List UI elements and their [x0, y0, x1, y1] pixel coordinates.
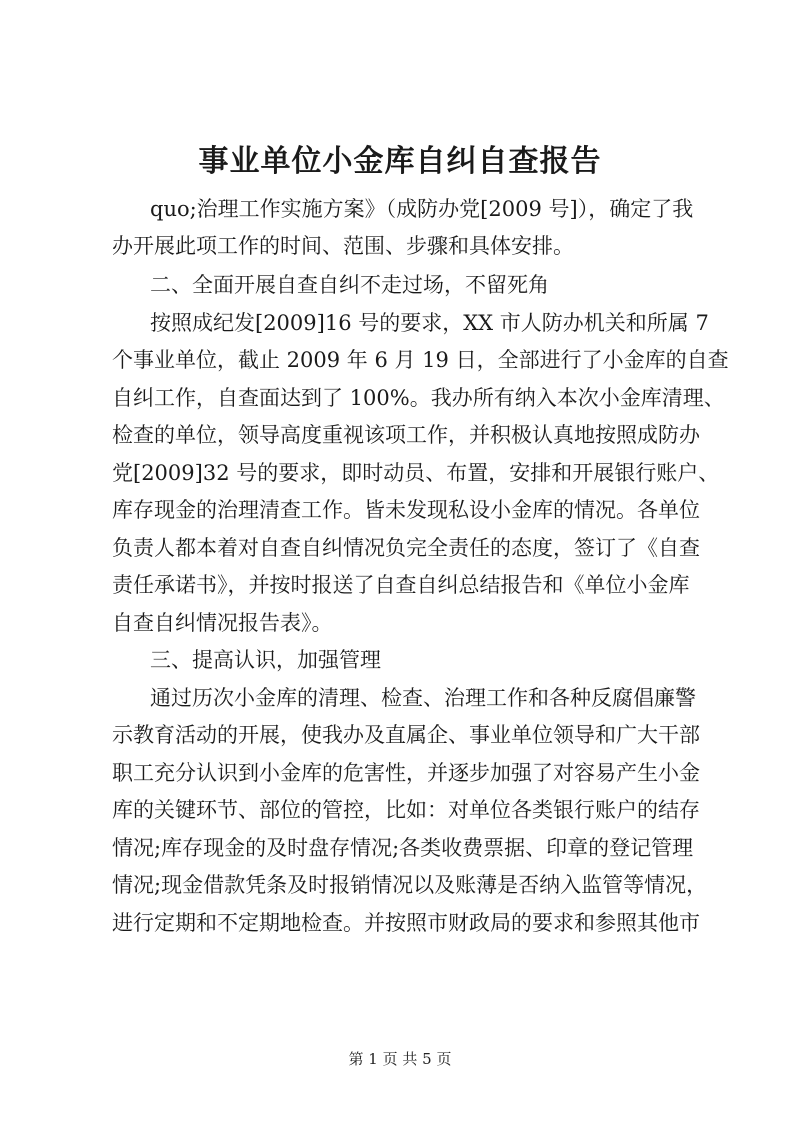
- paragraph-line: 职工充分认识到小金库的危害性，并逐步加强了对容易产生小金: [112, 761, 700, 785]
- page-footer: 第 1 页 共 5 页: [348, 1050, 452, 1068]
- paragraph-line: 自纠工作，自查面达到了 100%。我办所有纳入本次小金库清理、: [112, 386, 725, 410]
- paragraph-line: 库存现金的治理清查工作。皆未发现私设小金库的情况。各单位: [112, 498, 700, 522]
- paragraph-line: 库的关键环节、部位的管控，比如：对单位各类银行账户的结存: [112, 798, 700, 822]
- document-title: 事业单位小金库自纠自查报告: [198, 144, 602, 179]
- paragraph-line: 检查的单位，领导高度重视该项工作，并积极认真地按照成防办: [112, 423, 700, 447]
- paragraph-line: 进行定期和不定期地检查。并按照市财政局的要求和参照其他市: [112, 911, 700, 935]
- paragraph-line: 情况;现金借款凭条及时报销情况以及账薄是否纳入监管等情况，: [112, 873, 708, 897]
- section-heading: 三、提高认识，加强管理: [150, 648, 381, 672]
- paragraph-line: 通过历次小金库的清理、检查、治理工作和各种反腐倡廉警: [150, 686, 696, 710]
- paragraph-line: 按照成纪发[2009]16 号的要求，XX 市人防办机关和所属 7: [150, 311, 709, 335]
- paragraph-line: 党[2009]32 号的要求，即时动员、布置，安排和开展银行账户、: [112, 461, 720, 485]
- paragraph-line: 情况;库存现金的及时盘存情况;各类收费票据、印章的登记管理: [112, 836, 694, 860]
- paragraph-line: 自查自纠情况报告表》。: [112, 611, 333, 635]
- paragraph-line: 示教育活动的开展，使我办及直属企、事业单位领导和广大干部: [112, 723, 700, 747]
- paragraph-line: 办开展此项工作的时间、范围、步骤和具体安排。: [112, 234, 574, 258]
- paragraph-line: 责任承诺书》，并按时报送了自查自纠总结报告和《单位小金库: [112, 573, 690, 597]
- paragraph-line: 个事业单位，截止 2009 年 6 月 19 日，全部进行了小金库的自查: [112, 348, 729, 372]
- paragraph-line: 负责人都本着对自查自纠情况负完全责任的态度，签订了《自查: [112, 536, 700, 560]
- paragraph-line: quo;治理工作实施方案》（成防办党[2009 号]），确定了我: [150, 197, 694, 221]
- section-heading: 二、全面开展自查自纠不走过场，不留死角: [150, 273, 549, 297]
